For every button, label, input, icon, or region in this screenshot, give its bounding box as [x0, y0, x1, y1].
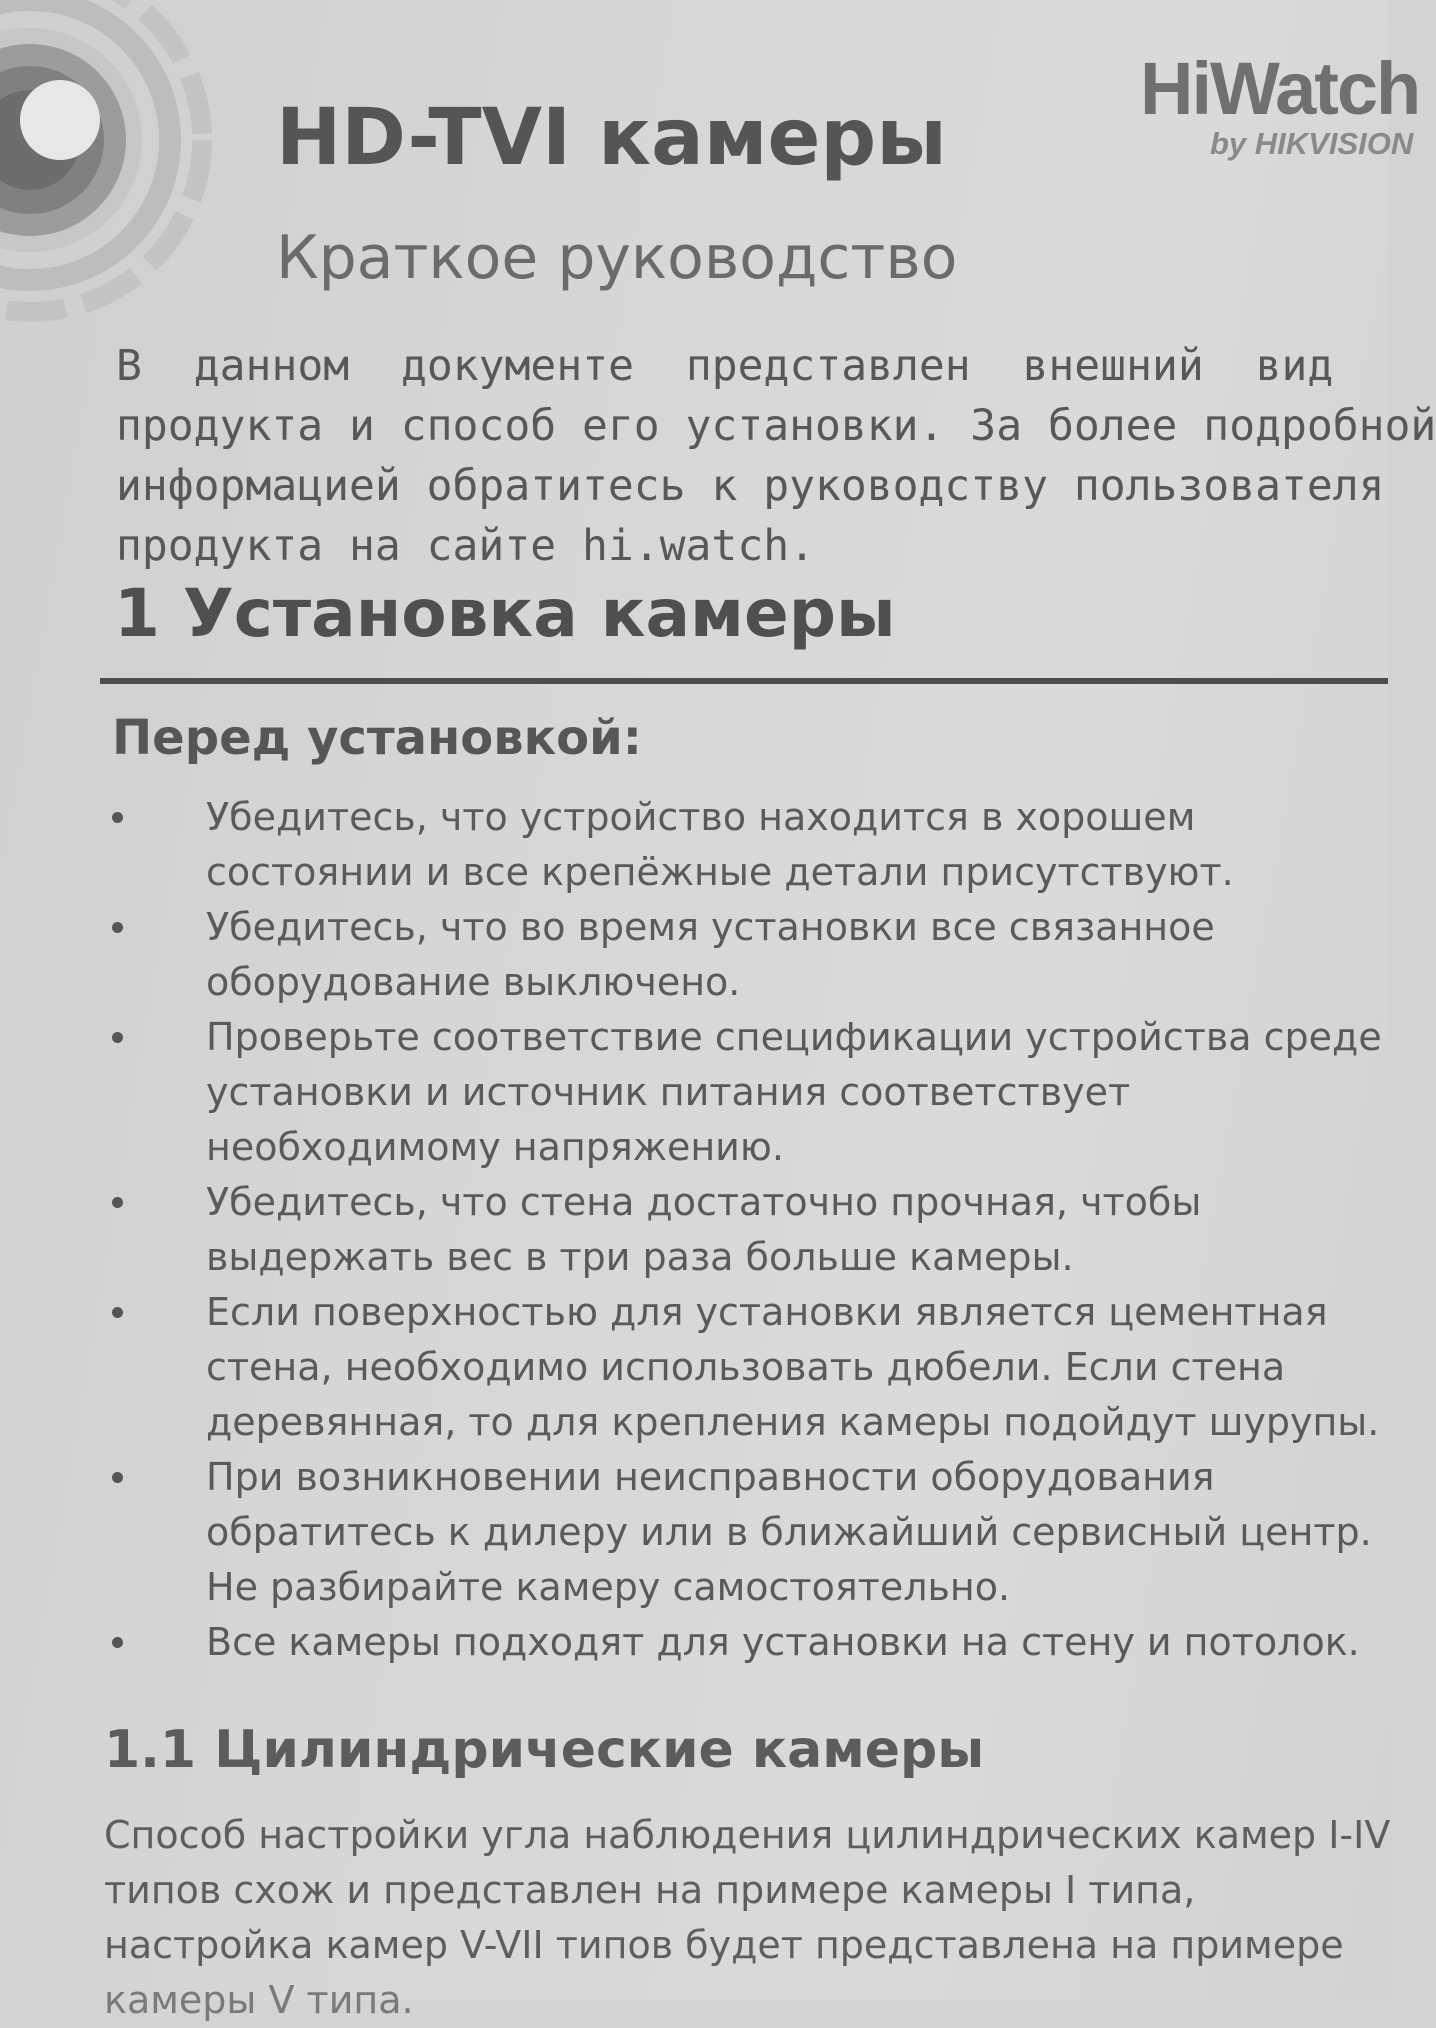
- brand-name: HiWatch: [1140, 47, 1420, 130]
- list-item: [0, 1010, 1382, 1175]
- paragraph-line: Способ настройки угла наблюдения цилиндрических камер I-IV: [104, 1813, 1391, 1857]
- section-title: 1 Установка камеры: [114, 575, 896, 652]
- intro-paragraph: [116, 336, 1436, 576]
- intro-line: продукта и способ его установки. За более подробной: [116, 401, 1436, 451]
- list-item-line: Не разбирайте камеру самостоятельно.: [206, 1565, 1011, 1609]
- intro-line: информацией обратитесь к руководству пользователя: [116, 461, 1385, 511]
- brand-logo: [1140, 47, 1420, 172]
- before-install-list: [0, 790, 1382, 1670]
- list-item: [0, 900, 1382, 1010]
- camera-lens-emblem-icon: [0, 0, 270, 320]
- intro-line: В данном документе представлен внешний вид: [116, 341, 1334, 391]
- document-subtitle: Краткое руководство: [276, 223, 958, 293]
- brand-byline: by HIKVISION: [1210, 126, 1414, 161]
- list-item: [0, 790, 1382, 900]
- list-item-line: При возникновении неисправности оборудования: [206, 1455, 1215, 1499]
- list-item-line: обратитесь к дилеру или в ближайший сервисный центр.: [206, 1510, 1372, 1554]
- list-item: [0, 1450, 1382, 1615]
- list-item: [0, 1175, 1382, 1285]
- subsection-title: 1.1 Цилиндрические камеры: [104, 1720, 985, 1780]
- subsection-paragraph: [104, 1808, 1390, 2028]
- paragraph-line: настройка камер V-VII типов будет представлена на примере: [104, 1923, 1344, 1967]
- paragraph-line: камеры V типа.: [104, 1978, 414, 2022]
- list-item-line: Убедитесь, что стена достаточно прочная, чтобы: [206, 1180, 1202, 1224]
- list-item-line: состоянии и все крепёжные детали присутствуют.: [206, 850, 1234, 894]
- list-item-line: Проверьте соответствие спецификации устройства среде: [206, 1015, 1382, 1059]
- list-item-line: Убедитесь, что устройство находится в хорошем: [206, 795, 1196, 839]
- list-item: [0, 1285, 1382, 1450]
- list-item-line: деревянная, то для крепления камеры подойдут шурупы.: [206, 1400, 1380, 1444]
- list-item: [0, 1615, 1382, 1670]
- paragraph-line: типов схож и представлен на примере камеры I типа,: [104, 1868, 1196, 1912]
- list-item-line: стена, необходимо использовать дюбели. Если стена: [206, 1345, 1286, 1389]
- list-item-line: Все камеры подходят для установки на стену и потолок.: [206, 1620, 1360, 1664]
- intro-line: продукта на сайте hi.watch.: [116, 521, 815, 571]
- before-install-heading: Перед установкой:: [112, 710, 642, 766]
- list-item-line: Убедитесь, что во время установки все связанное: [206, 905, 1215, 949]
- document-title: HD-TVI камеры: [276, 93, 947, 183]
- section-divider: [100, 678, 1388, 684]
- list-item-line: выдержать вес в три раза больше камеры.: [206, 1235, 1074, 1279]
- list-item-line: Если поверхностью для установки является цементная: [206, 1290, 1328, 1334]
- list-item-line: установки и источник питания соответствует: [206, 1070, 1131, 1114]
- list-item-line: необходимому напряжению.: [206, 1125, 784, 1169]
- list-item-line: оборудование выключено.: [206, 960, 741, 1004]
